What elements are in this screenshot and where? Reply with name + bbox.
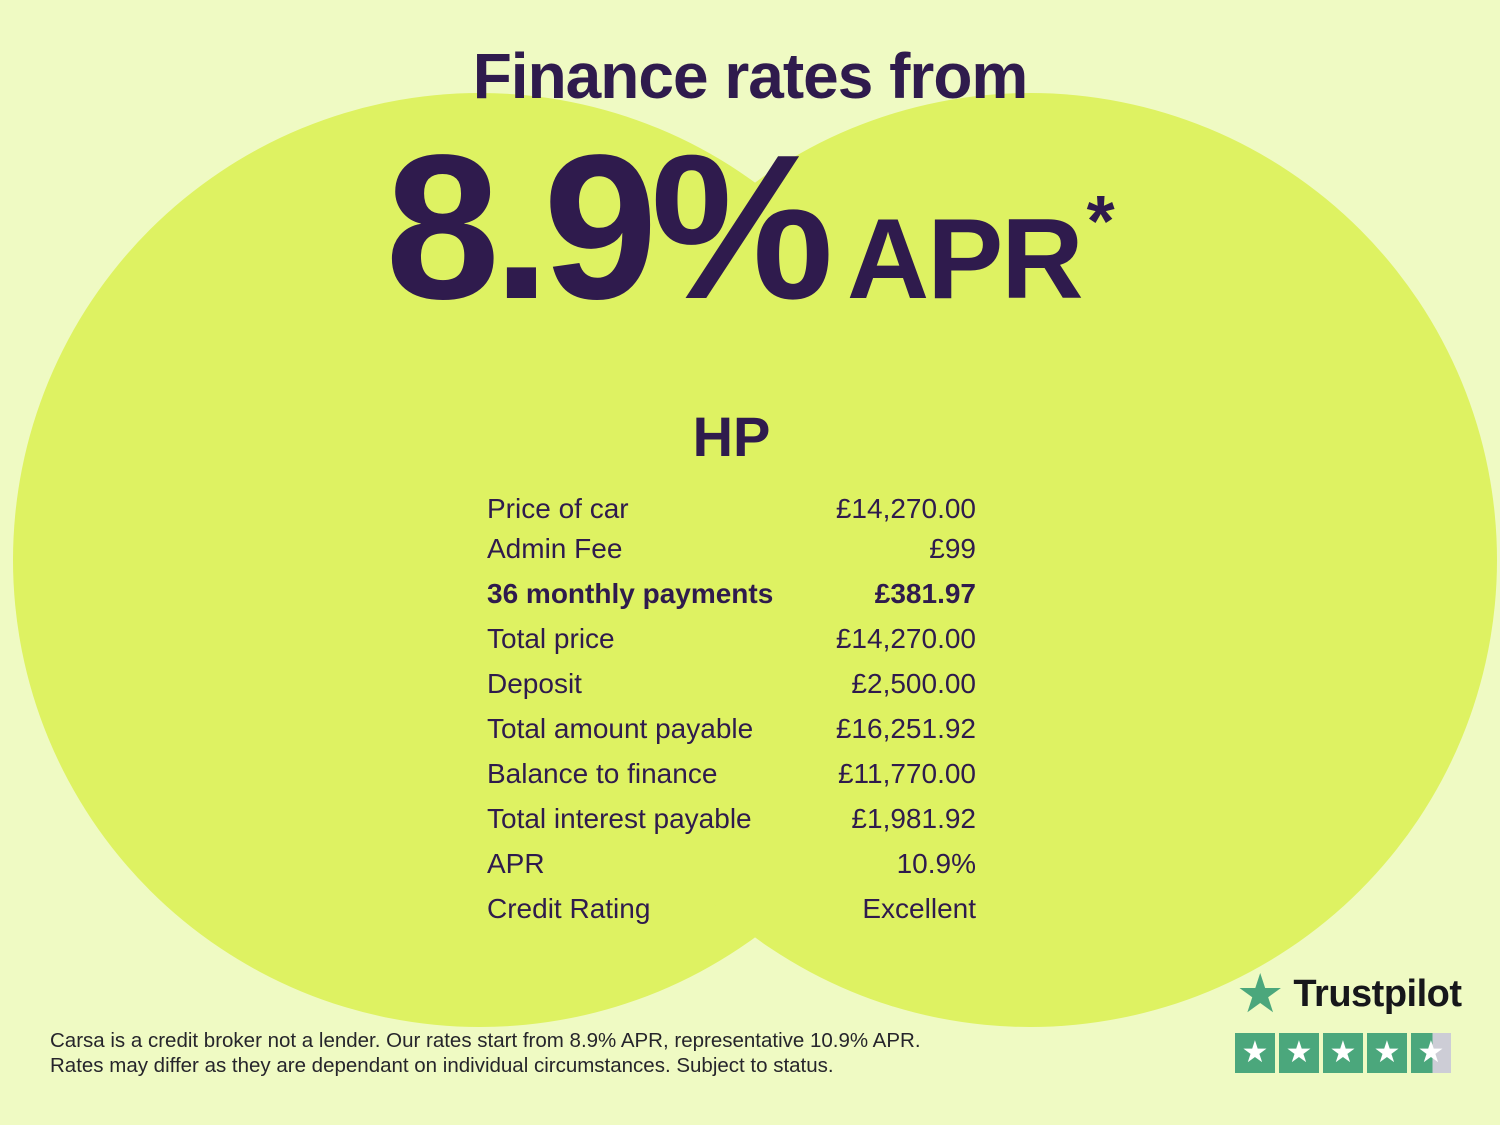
trustpilot-brand: Trustpilot — [1293, 973, 1462, 1015]
finance-table — [487, 492, 976, 931]
finance-row-label: Total price — [487, 622, 615, 654]
trustpilot-rating-star-icon: ★ — [1279, 1033, 1319, 1073]
finance-type-heading: HP — [692, 405, 771, 468]
finance-table-row — [487, 492, 976, 526]
finance-row-value: Excellent — [862, 892, 976, 924]
finance-row-value: £1,981.92 — [851, 802, 976, 834]
rate-suffix-label: APR — [846, 196, 1082, 323]
finance-table-row — [487, 841, 976, 886]
finance-row-value: £14,270.00 — [835, 493, 976, 524]
finance-table-row — [487, 706, 976, 751]
finance-table-row — [487, 616, 976, 661]
trustpilot-rating-stars — [1235, 1033, 1451, 1073]
trustpilot-logo — [1236, 964, 1462, 1024]
finance-row-label: Price of car — [487, 493, 629, 524]
disclaimer — [50, 1028, 921, 1078]
finance-table-row — [487, 526, 976, 571]
trustpilot-rating-star-icon: ★ — [1411, 1033, 1451, 1073]
finance-row-value: £16,251.92 — [835, 712, 976, 744]
page-title: Finance rates from — [472, 40, 1028, 112]
finance-table-row — [487, 571, 976, 616]
finance-row-value: £11,770.00 — [837, 757, 976, 789]
finance-row-label: Deposit — [487, 667, 582, 699]
finance-row-value: £381.97 — [874, 577, 976, 609]
finance-row-label: 36 monthly payments — [487, 577, 774, 609]
finance-row-value: £99 — [929, 532, 976, 564]
finance-row-value: £2,500.00 — [851, 667, 976, 699]
finance-row-value: £14,270.00 — [835, 622, 976, 654]
rate-suffix — [846, 182, 1115, 323]
finance-row-label: Admin Fee — [487, 532, 623, 564]
rate-asterisk: * — [1086, 182, 1115, 262]
finance-panel — [487, 402, 976, 931]
finance-row-value: 10.9% — [896, 847, 976, 879]
finance-row-label: Total amount payable — [487, 712, 754, 744]
finance-row-label: Credit Rating — [487, 892, 651, 924]
finance-table-row — [487, 796, 976, 841]
trustpilot-rating-star-icon: ★ — [1323, 1033, 1363, 1073]
finance-table-row — [487, 751, 976, 796]
headline-rate — [0, 112, 1500, 342]
disclaimer-line-2: Rates may differ as they are dependant on individual circumstances. Subject to status. — [50, 1054, 834, 1077]
finance-row-label: APR — [487, 847, 545, 879]
disclaimer-line-1: Carsa is a credit broker not a lender. Our rates start from 8.9% APR, representative 10.9% APR. — [50, 1029, 921, 1052]
trustpilot-rating-star-icon: ★ — [1235, 1033, 1275, 1073]
rate-value: 8.9% — [385, 112, 827, 342]
finance-table-row — [487, 661, 976, 706]
trustpilot-star-icon: ★ — [1236, 964, 1285, 1024]
finance-table-row — [487, 886, 976, 931]
trustpilot-rating-star-icon: ★ — [1367, 1033, 1407, 1073]
finance-row-label: Total interest payable — [487, 802, 752, 834]
finance-row-label: Balance to finance — [487, 757, 718, 789]
